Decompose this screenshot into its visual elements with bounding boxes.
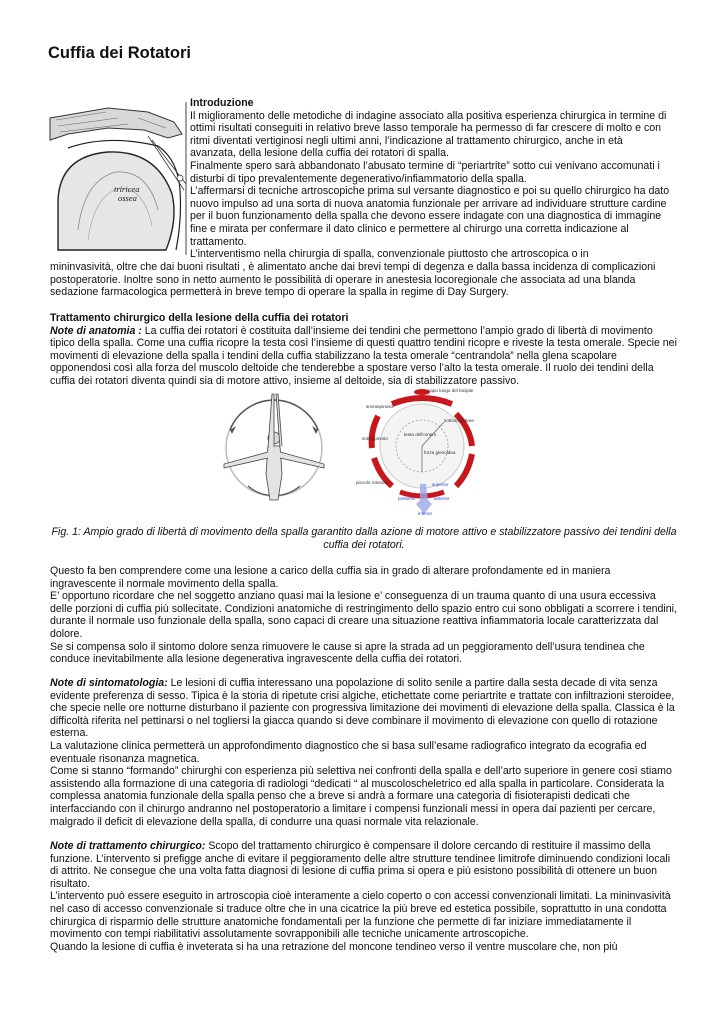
intro-paragraph-3: L’affermarsi di tecniche artroscopiche prima sul versante diagnostico e poi su quello chirurgico ha dato nuovo impulso ad una sorta di nuova anatomia funzionale per arrivare ad individuare strutture cardine per il buon funzionamento della spalla che devono essere indagate con una diagnostica di immagine fine e mirata per confermare il dato clinico e permettere al chirurgo una corretta indicazione al trattamento.	[190, 185, 670, 248]
label-posterior: posterior	[398, 496, 416, 501]
rotator-cuff-diagram	[352, 388, 492, 516]
treatment-heading: Trattamento chirurgico della lesione della cuffia dei rotatori	[50, 312, 349, 324]
label-capo-lungo: capo lungo del bicipite	[428, 388, 474, 393]
surgery-label: Note di trattamento chirurgico:	[50, 840, 206, 852]
figure-caption: Fig. 1: Ampio grado di libertà di movimento della spalla garantito dalla azione di motore attivo e stabilizzatore passivo dei tendini della cuffia dei rotatori.	[51, 526, 677, 551]
surgery-text: Scopo del trattamento chirurgico è compensare il dolore cercando di restituire il massimo della funzione. L’intervento si prefigge anche di evitare il peggioramento delle altre strutture tendinee limitrofe diminuendo condizioni locali di attrito. Ne consegue che una volta fatta diagnosi di lesione di cuffia prima si opera e più esistono possibilità di ottenere un buon risultato.	[50, 840, 671, 890]
anatomy-paragraph	[50, 325, 678, 388]
body1-paragraph-2: E’ opportuno ricordare che nel soggetto anziano quasi mai la lesione e’ conseguenza di un trauma quanto di una usura eccessiva delle porzioni di cuffia più sollecitate. Condizioni anatomiche di restringimento dello spazio entro cui sono obbligati a scorrere i tendini, durante il normale uso funzionale della spalla, sono capaci di creare una situazione reattiva infiammatoria locale caratterizzata dal dolore.	[50, 590, 677, 640]
label-sottoscapolare: sottoscapolare	[444, 418, 474, 423]
shoulder-label-line1: triricea	[114, 184, 140, 194]
intro-paragraph-1: Il miglioramento delle metodiche di indagine associato alla positiva esperienza chirurgica in termine di ottimi risultati conseguiti in relativo breve lasso temporale ha permesso di far crescere di molto e con ritmi diventati vertiginosi negli ultimi anni, l’indicazione al trattamento chirurgico, anche in età avanzata, della lesione della cuffia dei rotatori di spalla.	[190, 109, 667, 160]
symptoms-paragraph-2: La valutazione clinica permetterà un approfondimento diagnostico che si basa sull’esame radiografico integrato da ecografia ed eventuale risonanza magnetica.	[50, 739, 647, 765]
symptoms-paragraph-1	[50, 677, 678, 740]
symptoms-label: Note di sintomatologia:	[50, 677, 168, 689]
label-sottospinoso: sottospinoso	[362, 436, 388, 441]
label-superior: superior	[432, 482, 449, 487]
anatomy-label: Note di anatomia :	[50, 324, 142, 337]
symptoms-text: Le lesioni di cuffia interessano una popolazione di solito senile a partire dalla sesta decade di vita senza evidente preferenza di sesso. Tipica è la storia di ripetute crisi algiche, etichettate come periartrite e trattate con infiltrazioni steroidee, che specie nelle ore notturne disturbano il paziente con progressiva limitazione dei movimenti di elevazione della spalla. Classica è la difficoltà riferita nel pettinarsi o nel togliersi la giacca quando si deve combinare il movimento di elevazione con quello di rotazione esterna.	[50, 677, 675, 740]
surgery-paragraph-3: Quando la lesione di cuffia è inveterata si ha una retrazione del moncone tendineo verso il ventre muscolare che, non più	[50, 940, 618, 953]
intro-paragraph-4-start: L’interventismo nella chirurgia di spalla, convenzionale piuttosto che artroscopica o in	[190, 248, 589, 261]
page-title: Cuffia dei Rotatori	[48, 44, 191, 62]
surgery-paragraph-2: L’intervento può essere eseguito in artroscopia cioè interamente a cielo coperto o con accessi convenzionali limitati. La mininvasività nel caso di accesso convenzionale si traduce oltre che in una cicatrice la più breve ed estetica possibile, soprattutto in una condotta chirurgica di risparmio delle strutture anatomiche fondamentali per la funzione che permette di far iniziare immediatamente il movimento con tempi riabilitativi assolutamente sovrapponibili alle tecniche unicamente artroscopiche.	[50, 890, 671, 941]
label-sovraspinoso: sovraspinoso	[366, 404, 394, 409]
intro-section	[190, 97, 670, 261]
surgery-section	[50, 840, 678, 953]
label-inferior: inferior	[418, 511, 433, 516]
body-motion-figure	[218, 390, 330, 502]
intro-paragraph-4-rest: mininvasività, oltre che dai buoni risultati , è alimentato anche dai brevi tempi di degenza e dalla bassa incidenza di complicazioni postoperatorie. Inoltre sono in netto aumento le possibilità di operare in anestesia locoregionale che associata ad una blanda sedazione farmacologica permetterà in breve tempo di operare la spalla in regime di Day Surgery.	[50, 261, 656, 299]
surgery-paragraph-1	[50, 840, 678, 890]
intro-heading: Introduzione	[190, 97, 254, 109]
label-anterior: anterior	[434, 496, 450, 501]
body-section-1	[50, 565, 678, 666]
symptoms-paragraph-3: Come si stanno “formando” chirurghi con esperienza più selettiva nei confronti della spalla e dell’arto superiore in genere così stiamo assistendo alla formazione di una categoria di radiologi “dedicati “ al muscoloscheletrico ed alla spalla in particolare. Considerata la complessa anatomia funzionale della spalla penso che a breve si andrà a formare una categoria di fisioterapisti dedicati che interfacciando con il chirurgo andranno nel postoperatorio a limitare i compensi funzionali messi in opera dai pazienti per cercare, malgrado il deficit di elevazione della spalla, di condurre una quasi normale vita relazionale.	[50, 765, 672, 828]
shoulder-label-line2: ossea	[118, 193, 137, 203]
intro-paragraph-2: Finalmente spero sarà abbandonato l’abusato termine di “periartrite” sotto cui venivano accomunati i disturbi di tipo prevalentemente degenerativo/infiammatorio della spalla.	[190, 159, 660, 185]
symptoms-section	[50, 677, 678, 828]
anatomy-text: La cuffia dei rotatori è costituita dall’insieme dei tendini che permettono l’ampio grado di libertà di movimento tipico della spalla. Come una cuffia ricopre la testa così l’insieme di questi quattro tendini ricopre e riveste la testa omerale. Specie nei movimenti di elevazione della spalla i tendini della cuffia stabilizzano la testa omerale “centrandola” nella glena scapolare opponendosi così alla forza del muscolo deltoide che tenderebbe a spostare verso l’alto la testa omerale. Il ruolo dei tendini della cuffia dei rotatori diventa quindi sia di motore attivo, insieme al deltoide, sia di stabilizzatore passivo.	[50, 324, 677, 387]
body1-paragraph-3: Se si compensa solo il sintomo dolore senza rimuovere le cause si apre la strada ad un peggioramento dell’usura tendinea che conduce inevitabilmente alla lesione degenerativa ingravescente della cuffia dei rotatori.	[50, 640, 645, 666]
treatment-section	[50, 312, 678, 388]
label-testa: testa dell'omero	[404, 432, 437, 437]
shoulder-anatomy-figure	[48, 100, 188, 255]
label-piccolo-rotondo: piccolo rotondo	[356, 480, 388, 485]
body1-paragraph-1: Questo fa ben comprendere come una lesione a carico della cuffia sia in grado di alterare profondamente ed in maniera ingravescente il normale movimento della spalla.	[50, 565, 611, 590]
label-forza: forza glenoidea	[424, 450, 456, 455]
